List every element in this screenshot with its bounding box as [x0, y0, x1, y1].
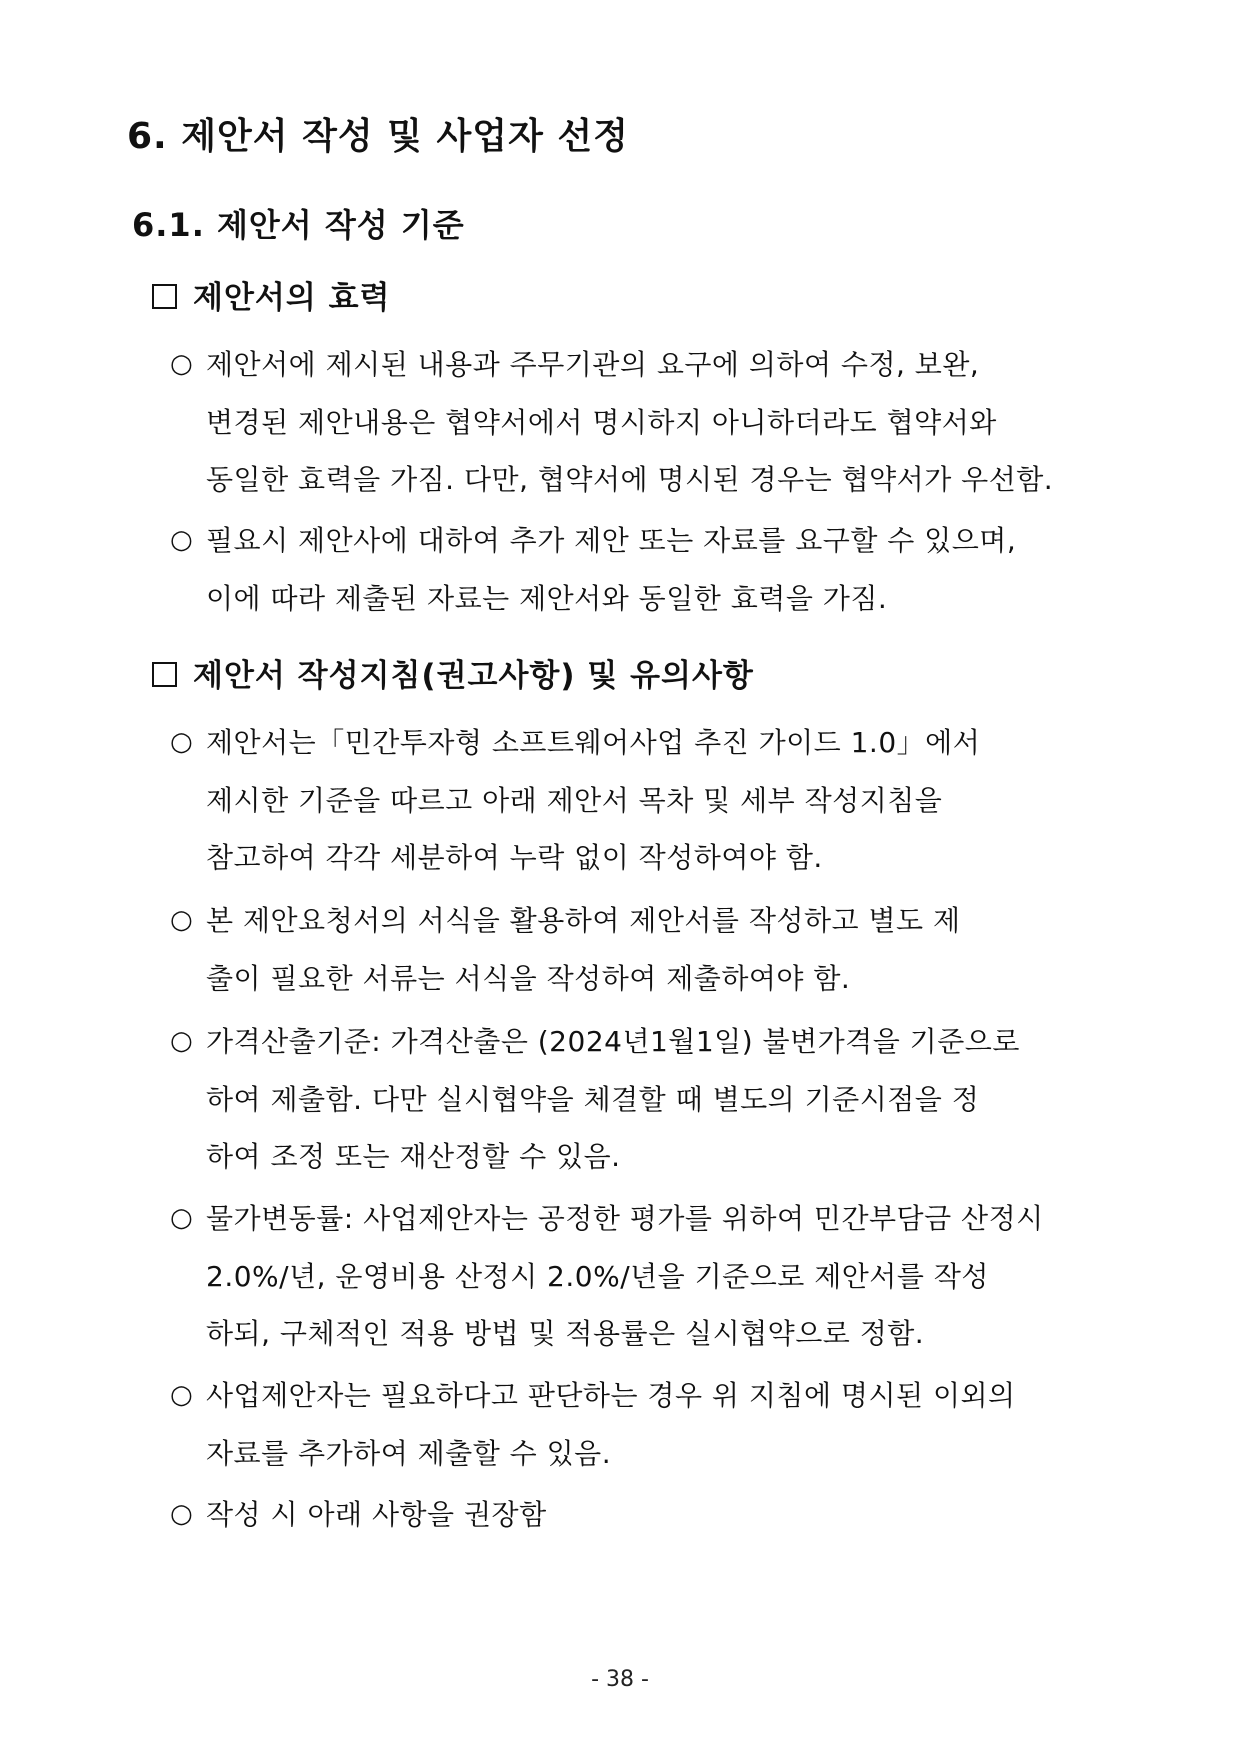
bullet-circle-icon: ○ [170, 1026, 194, 1056]
list-item [170, 1190, 1120, 1363]
bullet-circle-icon: ○ [170, 727, 194, 757]
list-item-line: 물가변동률: 사업제안자는 공정한 평가를 위하여 민간부담금 산정시 [206, 1202, 1044, 1235]
list-item-line: 하여 조정 또는 재산정할 수 있음. [206, 1140, 621, 1173]
list-item-line: 하되, 구체적인 적용 방법 및 적용률은 실시협약으로 정함. [206, 1317, 925, 1350]
list-item-line: 제안서는「민간투자형 소프트웨어사업 추진 가이드 1.0」에서 [206, 726, 981, 759]
bullet-circle-icon: ○ [170, 1499, 194, 1529]
bullet-circle-icon: ○ [170, 525, 194, 555]
list-item-line: 변경된 제안내용은 협약서에서 명시하지 아니하더라도 협약서와 [206, 405, 997, 439]
list-item-line: 참고하여 각각 세분하여 누락 없이 작성하여야 함. [206, 841, 823, 874]
list-item-line: 출이 필요한 서류는 서식을 작성하여 제출하여야 함. [206, 961, 851, 995]
list-item-line: 작성 시 아래 사항을 권장함 [206, 1498, 547, 1531]
block-heading-text: 제안서 작성지침(권고사항) 및 유의사항 [193, 658, 754, 694]
list-item-line: 본 제안요청서의 서식을 활용하여 제안서를 작성하고 별도 제 [206, 904, 961, 937]
list-item-line: 제안서에 제시된 내용과 주무기관의 요구에 의하여 수정, 보완, [206, 348, 980, 381]
page-number: - 38 - [591, 1667, 649, 1692]
list-item-line: 동일한 효력을 가짐. 다만, 협약서에 명시된 경우는 협약서가 우선함. [206, 463, 1054, 496]
empty-square-icon [152, 662, 177, 687]
list-item [170, 336, 1120, 509]
section-title: 6. 제안서 작성 및 사업자 선정 [127, 116, 629, 157]
list-item-line: 이에 따라 제출된 자료는 제안서와 동일한 효력을 가짐. [206, 581, 888, 615]
list-item-line: 사업제안자는 필요하다고 판단하는 경우 위 지침에 명시된 이외의 [206, 1379, 1016, 1412]
list-item-line: 2.0%/년, 운영비용 산정시 2.0%/년을 기준으로 제안서를 작성 [206, 1259, 989, 1293]
list-item-line: 필요시 제안사에 대하여 추가 제안 또는 자료를 요구할 수 있으며, [206, 524, 1017, 557]
list-item-line: 제시한 기준을 따르고 아래 제안서 목차 및 세부 작성지침을 [206, 783, 943, 817]
list-item [170, 714, 1120, 887]
bullet-circle-icon: ○ [170, 905, 194, 935]
list-item-line: 하여 제출함. 다만 실시협약을 체결할 때 별도의 기준시점을 정 [206, 1082, 980, 1116]
list-item-line: 자료를 추가하여 제출할 수 있음. [206, 1436, 612, 1470]
list-item [170, 1013, 1120, 1186]
list-item [170, 1367, 1120, 1482]
block-heading [152, 650, 754, 695]
subsection-title: 6.1. 제안서 작성 기준 [132, 206, 465, 244]
list-item [170, 512, 1120, 627]
list-item [170, 892, 1120, 1007]
block-heading [152, 272, 390, 317]
bullet-circle-icon: ○ [170, 349, 194, 379]
bullet-circle-icon: ○ [170, 1203, 194, 1233]
block-heading-text: 제안서의 효력 [193, 280, 391, 316]
list-item-line: 가격산출기준: 가격산출은 (2024년1월1일) 불변가격을 기준으로 [206, 1025, 1020, 1058]
bullet-circle-icon: ○ [170, 1380, 194, 1410]
list-item [170, 1486, 1120, 1544]
empty-square-icon [152, 284, 177, 309]
